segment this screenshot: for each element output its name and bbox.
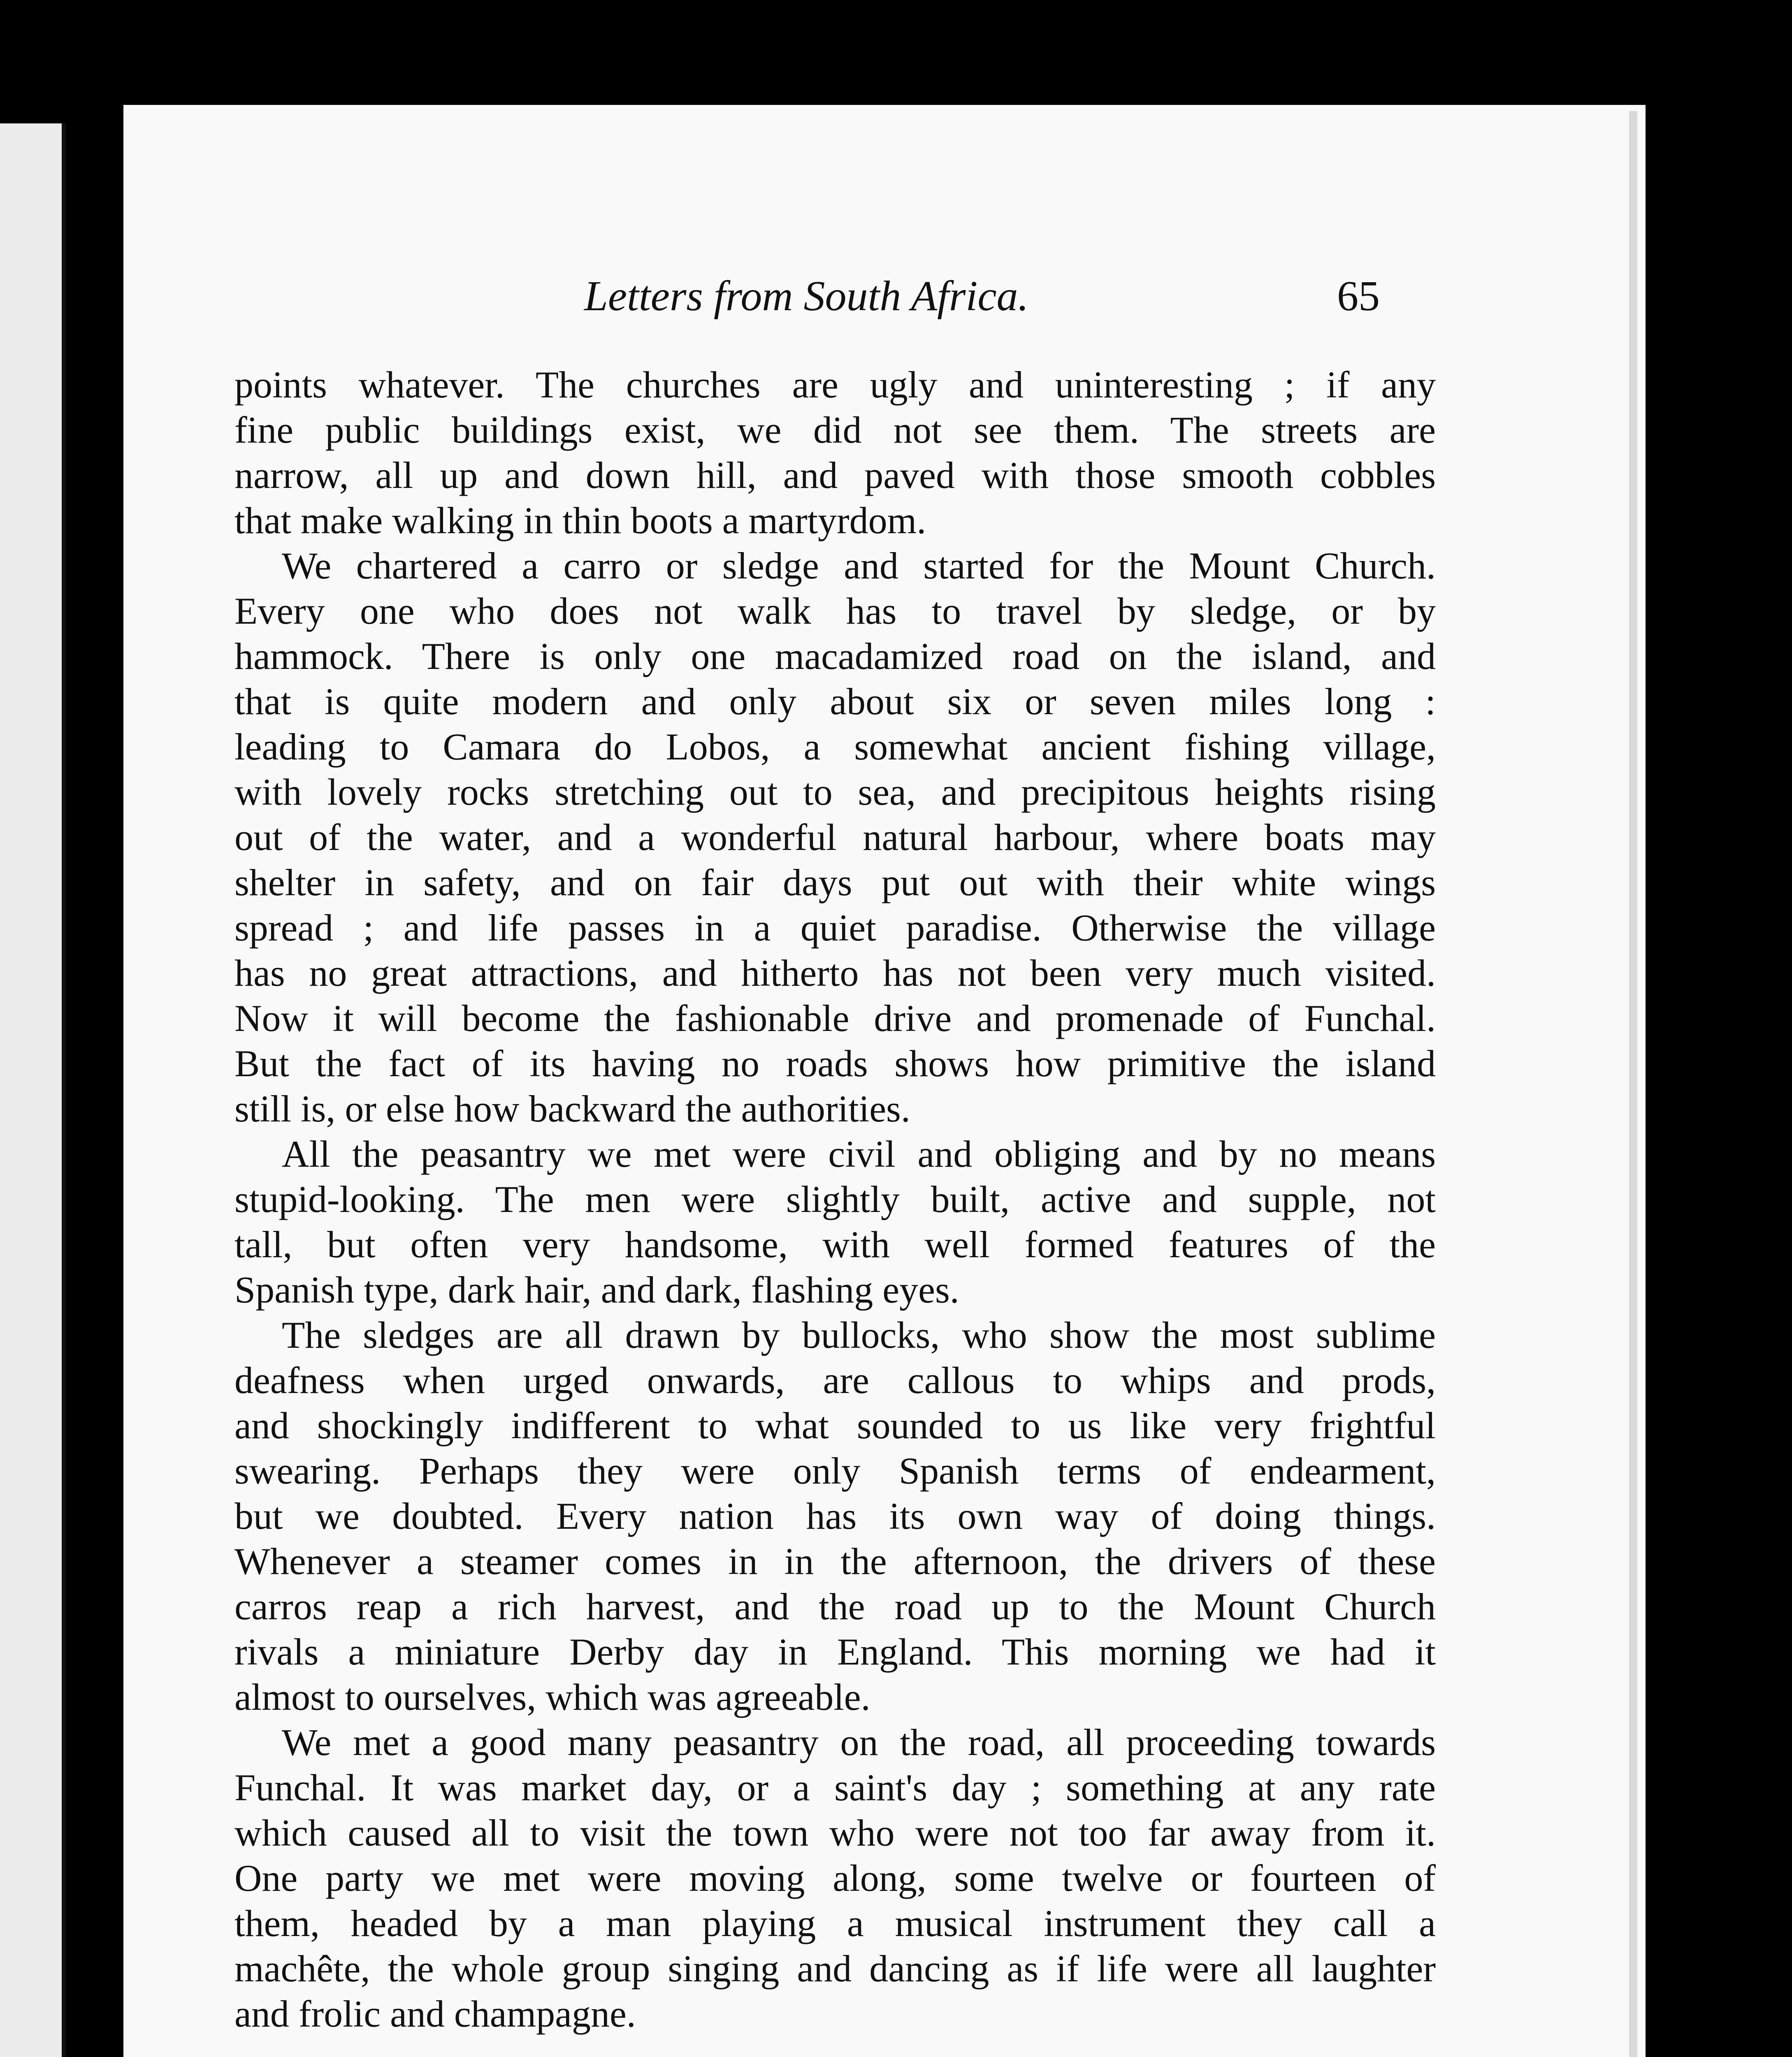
text-line: machête, the whole group singing and dancing as if life were all laughter xyxy=(234,1948,1436,1990)
text-line: out of the water, and a wonderful natural harbour, where boats may xyxy=(234,816,1436,858)
body-text xyxy=(234,362,1436,2057)
text-line: almost to ourselves, which was agreeable. xyxy=(234,1676,870,1718)
page-number: 65 xyxy=(1337,272,1380,320)
text-line: carros reap a rich harvest, and the road up to the Mount Church xyxy=(234,1586,1436,1627)
text-line: has no great attractions, and hitherto has not been very much visited. xyxy=(234,952,1436,994)
page-edge-shadow xyxy=(1629,111,1637,2057)
text-line: One party we met were moving along, some twelve or fourteen of xyxy=(234,1857,1436,1899)
text-line: still is, or else how backward the authorities. xyxy=(234,1088,910,1130)
text-line: that make walking in thin boots a martyrdom. xyxy=(234,499,926,541)
text-line: We met a good many peasantry on the road, all proceeding towards xyxy=(282,1721,1436,1763)
text-line: which caused all to visit the town who were not too far away from it. xyxy=(234,1812,1436,1854)
text-line: that is quite modern and only about six or seven miles long : xyxy=(234,680,1436,722)
text-line: them, headed by a man playing a musical instrument they call a xyxy=(234,1902,1436,1944)
text-line: We chartered a carro or sledge and started for the Mount Church. xyxy=(282,545,1436,587)
text-line: but we doubted. Every nation has its own way of doing things. xyxy=(234,1495,1436,1537)
paragraph-2 xyxy=(234,543,1436,1131)
paragraph-4 xyxy=(234,1312,1436,1720)
running-title: Letters from South Africa. xyxy=(584,272,1029,320)
text-line: with lovely rocks stretching out to sea, and precipitous heights rising xyxy=(234,771,1436,813)
text-line: spread ; and life passes in a quiet paradise. Otherwise the village xyxy=(234,907,1436,949)
text-line: hammock. There is only one macadamized road on the island, and xyxy=(234,635,1436,677)
text-line: tall, but often very handsome, with well formed features of the xyxy=(234,1224,1436,1265)
text-line: Now it will become the fashionable drive and promenade of Funchal. xyxy=(234,997,1436,1039)
text-line: All the peasantry we met were civil and obliging and by no means xyxy=(282,1133,1436,1175)
text-line: But the fact of its having no roads shows how primitive the island xyxy=(234,1042,1436,1084)
text-line: Funchal. It was market day, or a saint's day ; something at any rate xyxy=(234,1767,1436,1809)
text-line: swearing. Perhaps they were only Spanish terms of endearment, xyxy=(234,1450,1436,1492)
text-line: shelter in safety, and on fair days put out with their white wings xyxy=(234,861,1436,903)
paragraph-5 xyxy=(234,1720,1436,2036)
paragraph-3 xyxy=(234,1131,1436,1312)
text-line: Whenever a steamer comes in in the afternoon, the drivers of these xyxy=(234,1540,1436,1582)
text-line: narrow, all up and down hill, and paved with those smooth cobbles xyxy=(234,454,1436,496)
text-line: Every one who does not walk has to travel by sledge, or by xyxy=(234,590,1436,632)
text-line: leading to Camara do Lobos, a somewhat ancient fishing village, xyxy=(234,726,1436,768)
text-line: The sledges are all drawn by bullocks, who show the most sublime xyxy=(282,1314,1436,1356)
facing-page-edge xyxy=(0,123,66,2057)
text-line: deafness when urged onwards, are callous to whips and prods, xyxy=(234,1359,1436,1401)
text-line: fine public buildings exist, we did not see them. The streets are xyxy=(234,409,1436,451)
text-line: and shockingly indifferent to what sounded to us like very frightful xyxy=(234,1405,1436,1446)
text-line: Spanish type, dark hair, and dark, flashing eyes. xyxy=(234,1269,959,1311)
text-line: points whatever. The churches are ugly and uninteresting ; if any xyxy=(234,364,1436,406)
text-line: and frolic and champagne. xyxy=(234,1993,636,2035)
text-line: stupid-looking. The men were slightly built, active and supple, not xyxy=(234,1178,1436,1220)
paragraph-1 xyxy=(234,362,1436,543)
text-line: rivals a miniature Derby day in England. This morning we had it xyxy=(234,1631,1436,1673)
